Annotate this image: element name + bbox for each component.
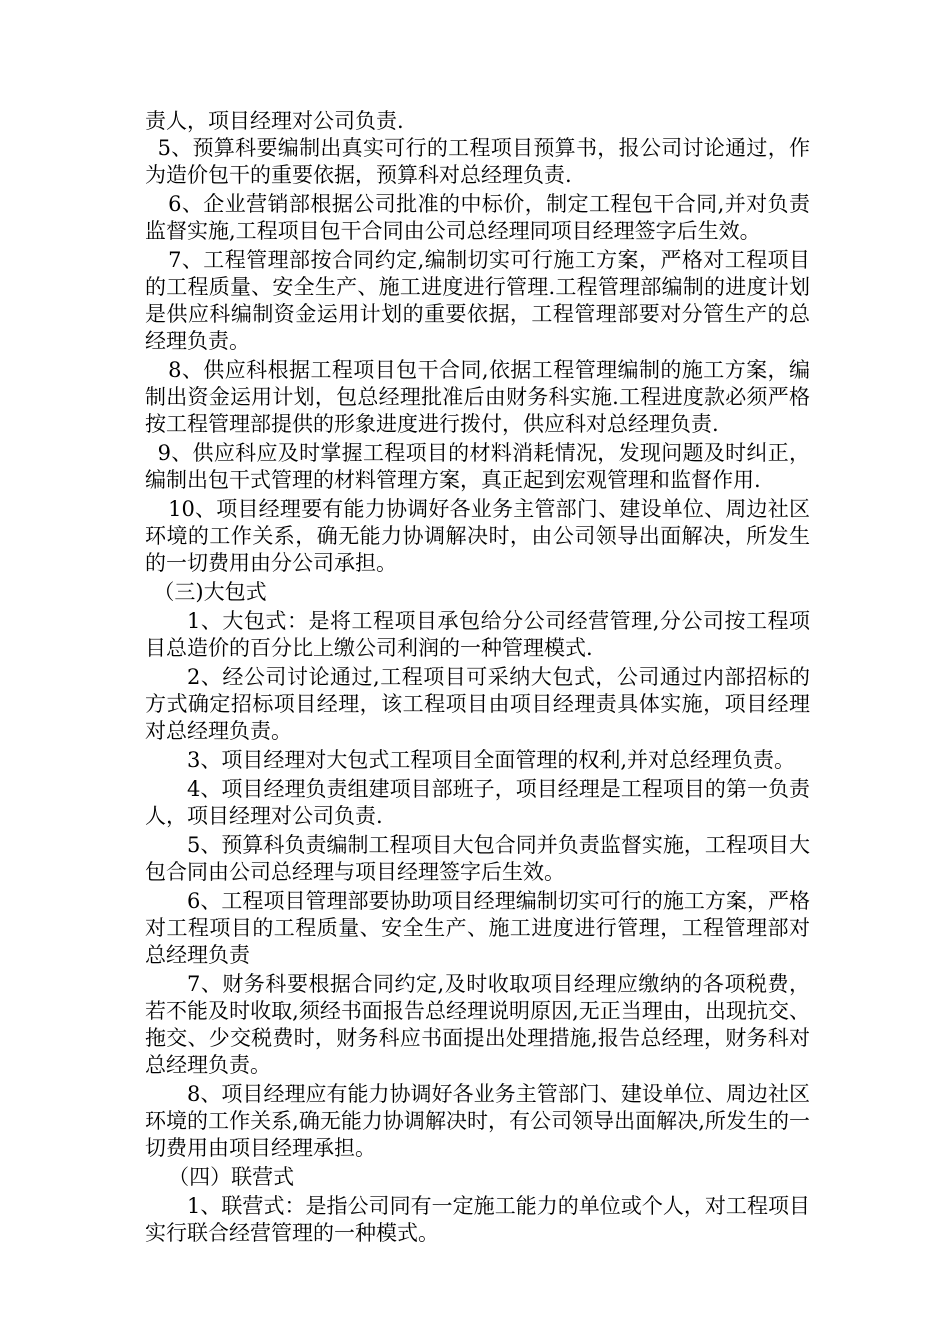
paragraph: 6、工程项目管理部要协助项目经理编制切实可行的施工方案，严格对工程项目的工程质量、安全生产、施工进度进行管理，工程管理部对总经理负责	[145, 889, 810, 967]
paragraph: 5、预算科负责编制工程项目大包合同并负责监督实施，工程项目大包合同由公司总经理与项目经理签字后生效。	[145, 833, 810, 884]
paragraph: 10、项目经理要有能力协调好各业务主管部门、建设单位、周边社区环境的工作关系，确无能力协调解决时，由公司领导出面解决，所发生的一切费用由分公司承担。	[145, 497, 810, 575]
paragraph: 3、项目经理对大包式工程项目全面管理的权利,并对总经理负责。	[187, 748, 796, 772]
paragraph: 7、财务科要根据合同约定,及时收取项目经理应缴纳的各项税费，若不能及时收取,须经书面报告总经理说明原因,无正当理由，出现抗交、拖交、少交税费时，财务科应书面提出处理措施,报告总经理，财务科对总经理负责。	[145, 972, 810, 1077]
paragraph: 5、预算科要编制出真实可行的工程项目预算书，报公司讨论通过，作为造价包干的重要依据，预算科对总经理负责.	[145, 136, 810, 187]
paragraph: 9、供应科应及时掌握工程项目的材料消耗情况，发现问题及时纠正，编制出包干式管理的材料管理方案，真正起到宏观管理和监督作用.	[145, 441, 810, 492]
paragraph: 责人，项目经理对公司负责.	[145, 109, 404, 133]
paragraph: 1、联营式：是指公司同有一定施工能力的单位或个人，对工程项目实行联合经营管理的一种模式。	[145, 1194, 810, 1245]
paragraph: 1、大包式：是将工程项目承包给分公司经营管理,分公司按工程项目总造价的百分比上缴公司利润的一种管理模式.	[145, 609, 810, 660]
section-heading: （四）联营式	[168, 1165, 295, 1189]
paragraph: 2、经公司讨论通过,工程项目可采纳大包式，公司通过内部招标的方式确定招标项目经理，该工程项目由项目经理责具体实施，项目经理对总经理负责。	[145, 665, 810, 743]
paragraph: 7、工程管理部按合同约定,编制切实可行施工方案，严格对工程项目的工程质量、安全生产、施工进度进行管理.工程管理部编制的进度计划是供应科编制资金运用计划的重要依据，工程管理部要对分管生产的总经理负责。	[145, 248, 810, 353]
document-body	[145, 108, 810, 1249]
section-heading: （三)大包式	[153, 580, 267, 604]
paragraph: 8、项目经理应有能力协调好各业务主管部门、建设单位、周边社区环境的工作关系,确无能力协调解决时，有公司领导出面解决,所发生的一切费用由项目经理承担。	[145, 1082, 810, 1160]
paragraph: 8、供应科根据工程项目包干合同,依据工程管理编制的施工方案，编制出资金运用计划，包总经理批准后由财务科实施.工程进度款必须严格按工程管理部提供的形象进度进行拨付，供应科对总经理负责.	[145, 358, 810, 436]
paragraph: 4、项目经理负责组建项目部班子，项目经理是工程项目的第一负责人，项目经理对公司负责.	[145, 777, 810, 828]
paragraph: 6、企业营销部根据公司批准的中标价，制定工程包干合同,并对负责监督实施,工程项目包干合同由公司总经理同项目经理签字后生效。	[145, 192, 810, 243]
